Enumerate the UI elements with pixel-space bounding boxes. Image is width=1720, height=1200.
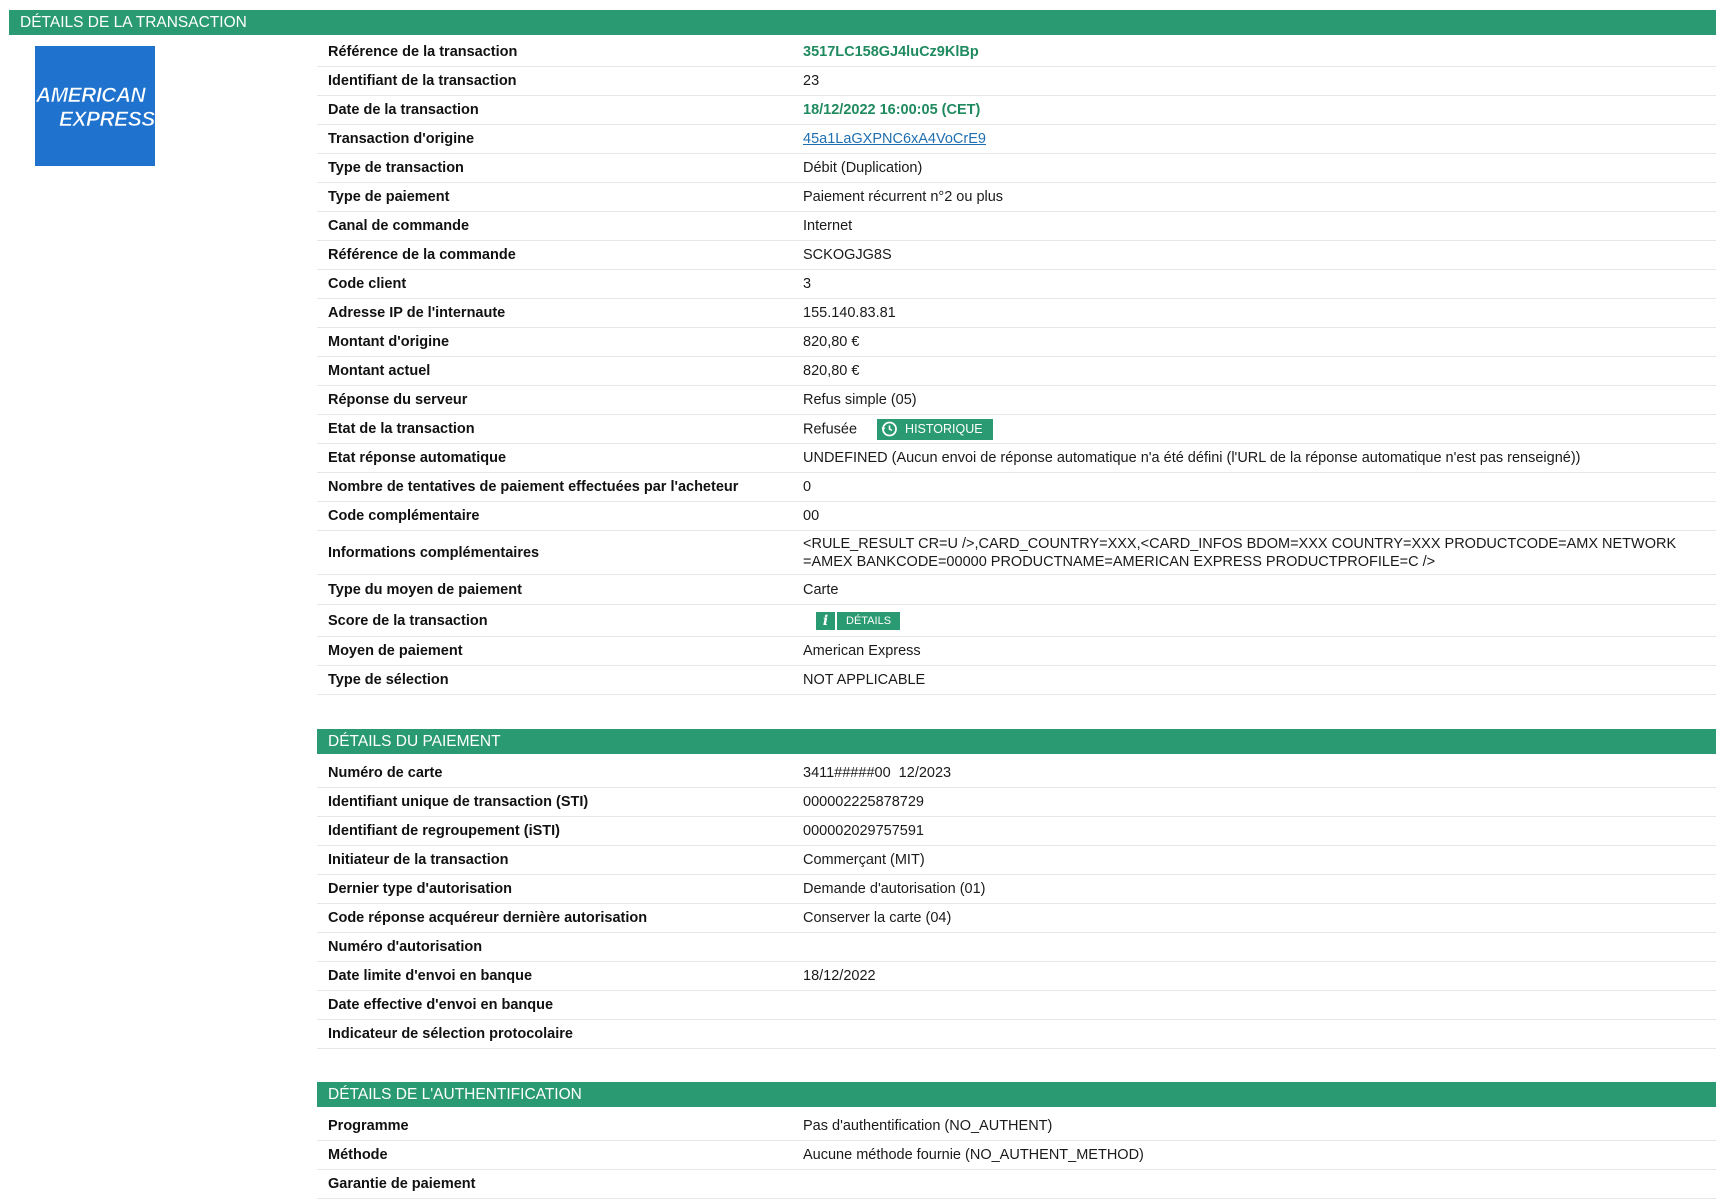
label-transaction-id: Identifiant de la transaction [328, 73, 517, 89]
label-transaction-type: Type de transaction [328, 160, 464, 176]
value-auth-program: Pas d'authentification (NO_AUTHENT) [803, 1118, 1053, 1134]
label-transaction-reference: Référence de la transaction [328, 44, 518, 60]
info-icon: i [816, 612, 835, 630]
label-payment-means: Moyen de paiement [328, 643, 463, 659]
row-transaction-id [317, 67, 1716, 96]
label-bank-send-limit-date: Date limite d'envoi en banque [328, 968, 533, 984]
value-server-response: Refus simple (05) [803, 392, 917, 408]
row-transaction-type [317, 154, 1716, 183]
row-payment-attempts [317, 473, 1716, 502]
row-auth-method [317, 1141, 1716, 1170]
history-button[interactable] [877, 419, 993, 440]
value-complementary-code: 00 [803, 508, 820, 524]
value-bank-send-limit-date: 18/12/2022 [803, 968, 876, 984]
row-authorization-number [317, 933, 1716, 962]
row-transaction-initiator [317, 846, 1716, 875]
row-complementary-code [317, 502, 1716, 531]
label-payment-attempts: Nombre de tentatives de paiement effectuées par l'acheteur [328, 479, 739, 495]
history-button-label: HISTORIQUE [905, 422, 983, 436]
row-auth-program [317, 1112, 1716, 1141]
label-isti: Identifiant de regroupement (iSTI) [328, 823, 561, 839]
label-payment-type: Type de paiement [328, 189, 450, 205]
row-order-reference [317, 241, 1716, 270]
american-express-logo [35, 46, 155, 166]
label-payment-means-type: Type du moyen de paiement [328, 581, 522, 598]
value-ip-address: 155.140.83.81 [803, 305, 896, 321]
value-sti: 000002225878729 [803, 794, 924, 810]
value-order-channel: Internet [803, 218, 853, 234]
value-complementary-info: <RULE_RESULT CR=U />,CARD_COUNTRY=XXX,<CARD_INFOS BDOM=XXX COUNTRY=XXX PRODUCTCODE=AMX NETWORK =AMEX BANKCODE=00000 PRODUCTNAME=AMERICAN EXPRESS PRODUCTPROFILE=C /> [803, 535, 1677, 570]
link-origin-transaction[interactable]: 45a1LaGXPNC6xA4VoCrE9 [803, 131, 986, 147]
authentication-details-table [317, 1112, 1716, 1199]
label-card-number: Numéro de carte [328, 765, 443, 781]
row-bank-send-effective-date [317, 991, 1716, 1020]
row-isti [317, 817, 1716, 846]
value-auto-response-state: UNDEFINED (Aucun envoi de réponse automatique n'a été défini (l'URL de la réponse automatique n'est pas renseigné)) [803, 450, 1581, 466]
label-selection-type: Type de sélection [328, 672, 449, 688]
label-auth-program: Programme [328, 1118, 409, 1134]
label-transaction-date: Date de la transaction [328, 102, 479, 118]
row-transaction-date [317, 96, 1716, 125]
label-ip-address: Adresse IP de l'internaute [328, 305, 506, 321]
label-payment-guarantee: Garantie de paiement [328, 1176, 476, 1192]
label-protocol-selection: Indicateur de sélection protocolaire [328, 1026, 573, 1042]
value-card-number: 3411#####00 12/2023 [803, 765, 952, 781]
value-auth-method: Aucune méthode fournie (NO_AUTHENT_METHOD) [803, 1147, 1144, 1163]
row-order-channel [317, 212, 1716, 241]
value-payment-type: Paiement récurrent n°2 ou plus [803, 189, 1004, 205]
logo-text-american: AMERICAN [36, 84, 146, 107]
score-details-button[interactable] [816, 612, 900, 630]
row-payment-type [317, 183, 1716, 212]
row-payment-means-type [317, 575, 1716, 605]
row-client-code [317, 270, 1716, 299]
value-acquirer-response-code: Conserver la carte (04) [803, 910, 952, 926]
section-header-authentication: DÉTAILS DE L'AUTHENTIFICATION [317, 1082, 1716, 1107]
label-auto-response-state: Etat réponse automatique [328, 450, 507, 466]
row-ip-address [317, 299, 1716, 328]
history-icon [877, 419, 901, 440]
score-details-label: DÉTAILS [837, 612, 900, 630]
row-payment-guarantee [317, 1170, 1716, 1199]
transaction-details-table [317, 38, 1716, 695]
value-payment-attempts: 0 [803, 479, 812, 495]
label-order-reference: Référence de la commande [328, 247, 516, 263]
row-server-response [317, 386, 1716, 415]
payment-details-table [317, 759, 1716, 1049]
label-sti: Identifiant unique de transaction (STI) [328, 794, 589, 810]
value-transaction-type: Débit (Duplication) [803, 160, 923, 176]
label-complementary-code: Code complémentaire [328, 508, 480, 524]
value-payment-means-type: Carte [803, 581, 839, 598]
label-current-amount: Montant actuel [328, 363, 431, 379]
label-original-amount: Montant d'origine [328, 334, 450, 350]
row-payment-means [317, 637, 1716, 666]
label-authorization-number: Numéro d'autorisation [328, 939, 483, 955]
value-order-reference: SCKOGJG8S [803, 247, 892, 263]
row-original-amount [317, 328, 1716, 357]
row-auto-response-state [317, 444, 1716, 473]
row-sti [317, 788, 1716, 817]
value-original-amount: 820,80 € [803, 334, 860, 350]
row-protocol-selection [317, 1020, 1716, 1049]
label-transaction-score: Score de la transaction [328, 612, 488, 629]
value-transaction-date: 18/12/2022 16:00:05 (CET) [803, 102, 981, 118]
row-transaction-state [317, 415, 1716, 444]
value-last-auth-type: Demande d'autorisation (01) [803, 881, 986, 897]
label-acquirer-response-code: Code réponse acquéreur dernière autorisation [328, 910, 648, 926]
label-auth-method: Méthode [328, 1147, 388, 1163]
value-transaction-initiator: Commerçant (MIT) [803, 852, 925, 868]
label-origin-transaction: Transaction d'origine [328, 131, 475, 147]
row-current-amount [317, 357, 1716, 386]
row-origin-transaction [317, 125, 1716, 154]
value-selection-type: NOT APPLICABLE [803, 672, 926, 688]
label-server-response: Réponse du serveur [328, 392, 468, 408]
value-isti: 000002029757591 [803, 823, 924, 839]
label-complementary-info: Informations complémentaires [328, 544, 540, 561]
row-selection-type [317, 666, 1716, 695]
label-client-code: Code client [328, 276, 407, 292]
section-header-payment: DÉTAILS DU PAIEMENT [317, 729, 1716, 754]
row-transaction-reference [317, 38, 1716, 67]
row-complementary-info [317, 531, 1716, 575]
row-last-auth-type [317, 875, 1716, 904]
value-transaction-reference: 3517LC158GJ4luCz9KlBp [803, 44, 979, 60]
value-transaction-state: Refusée [803, 420, 858, 437]
label-order-channel: Canal de commande [328, 218, 470, 234]
section-header-transaction: DÉTAILS DE LA TRANSACTION [9, 10, 1716, 35]
value-current-amount: 820,80 € [803, 363, 860, 379]
row-card-number [317, 759, 1716, 788]
row-acquirer-response-code [317, 904, 1716, 933]
row-bank-send-limit-date [317, 962, 1716, 991]
label-bank-send-effective-date: Date effective d'envoi en banque [328, 997, 554, 1013]
value-payment-means: American Express [803, 643, 921, 659]
label-transaction-state: Etat de la transaction [328, 421, 475, 437]
label-last-auth-type: Dernier type d'autorisation [328, 881, 512, 897]
row-transaction-score [317, 605, 1716, 637]
label-transaction-initiator: Initiateur de la transaction [328, 852, 509, 868]
value-client-code: 3 [803, 276, 812, 292]
value-transaction-id: 23 [803, 73, 820, 89]
logo-text-express: EXPRESS [59, 108, 155, 131]
